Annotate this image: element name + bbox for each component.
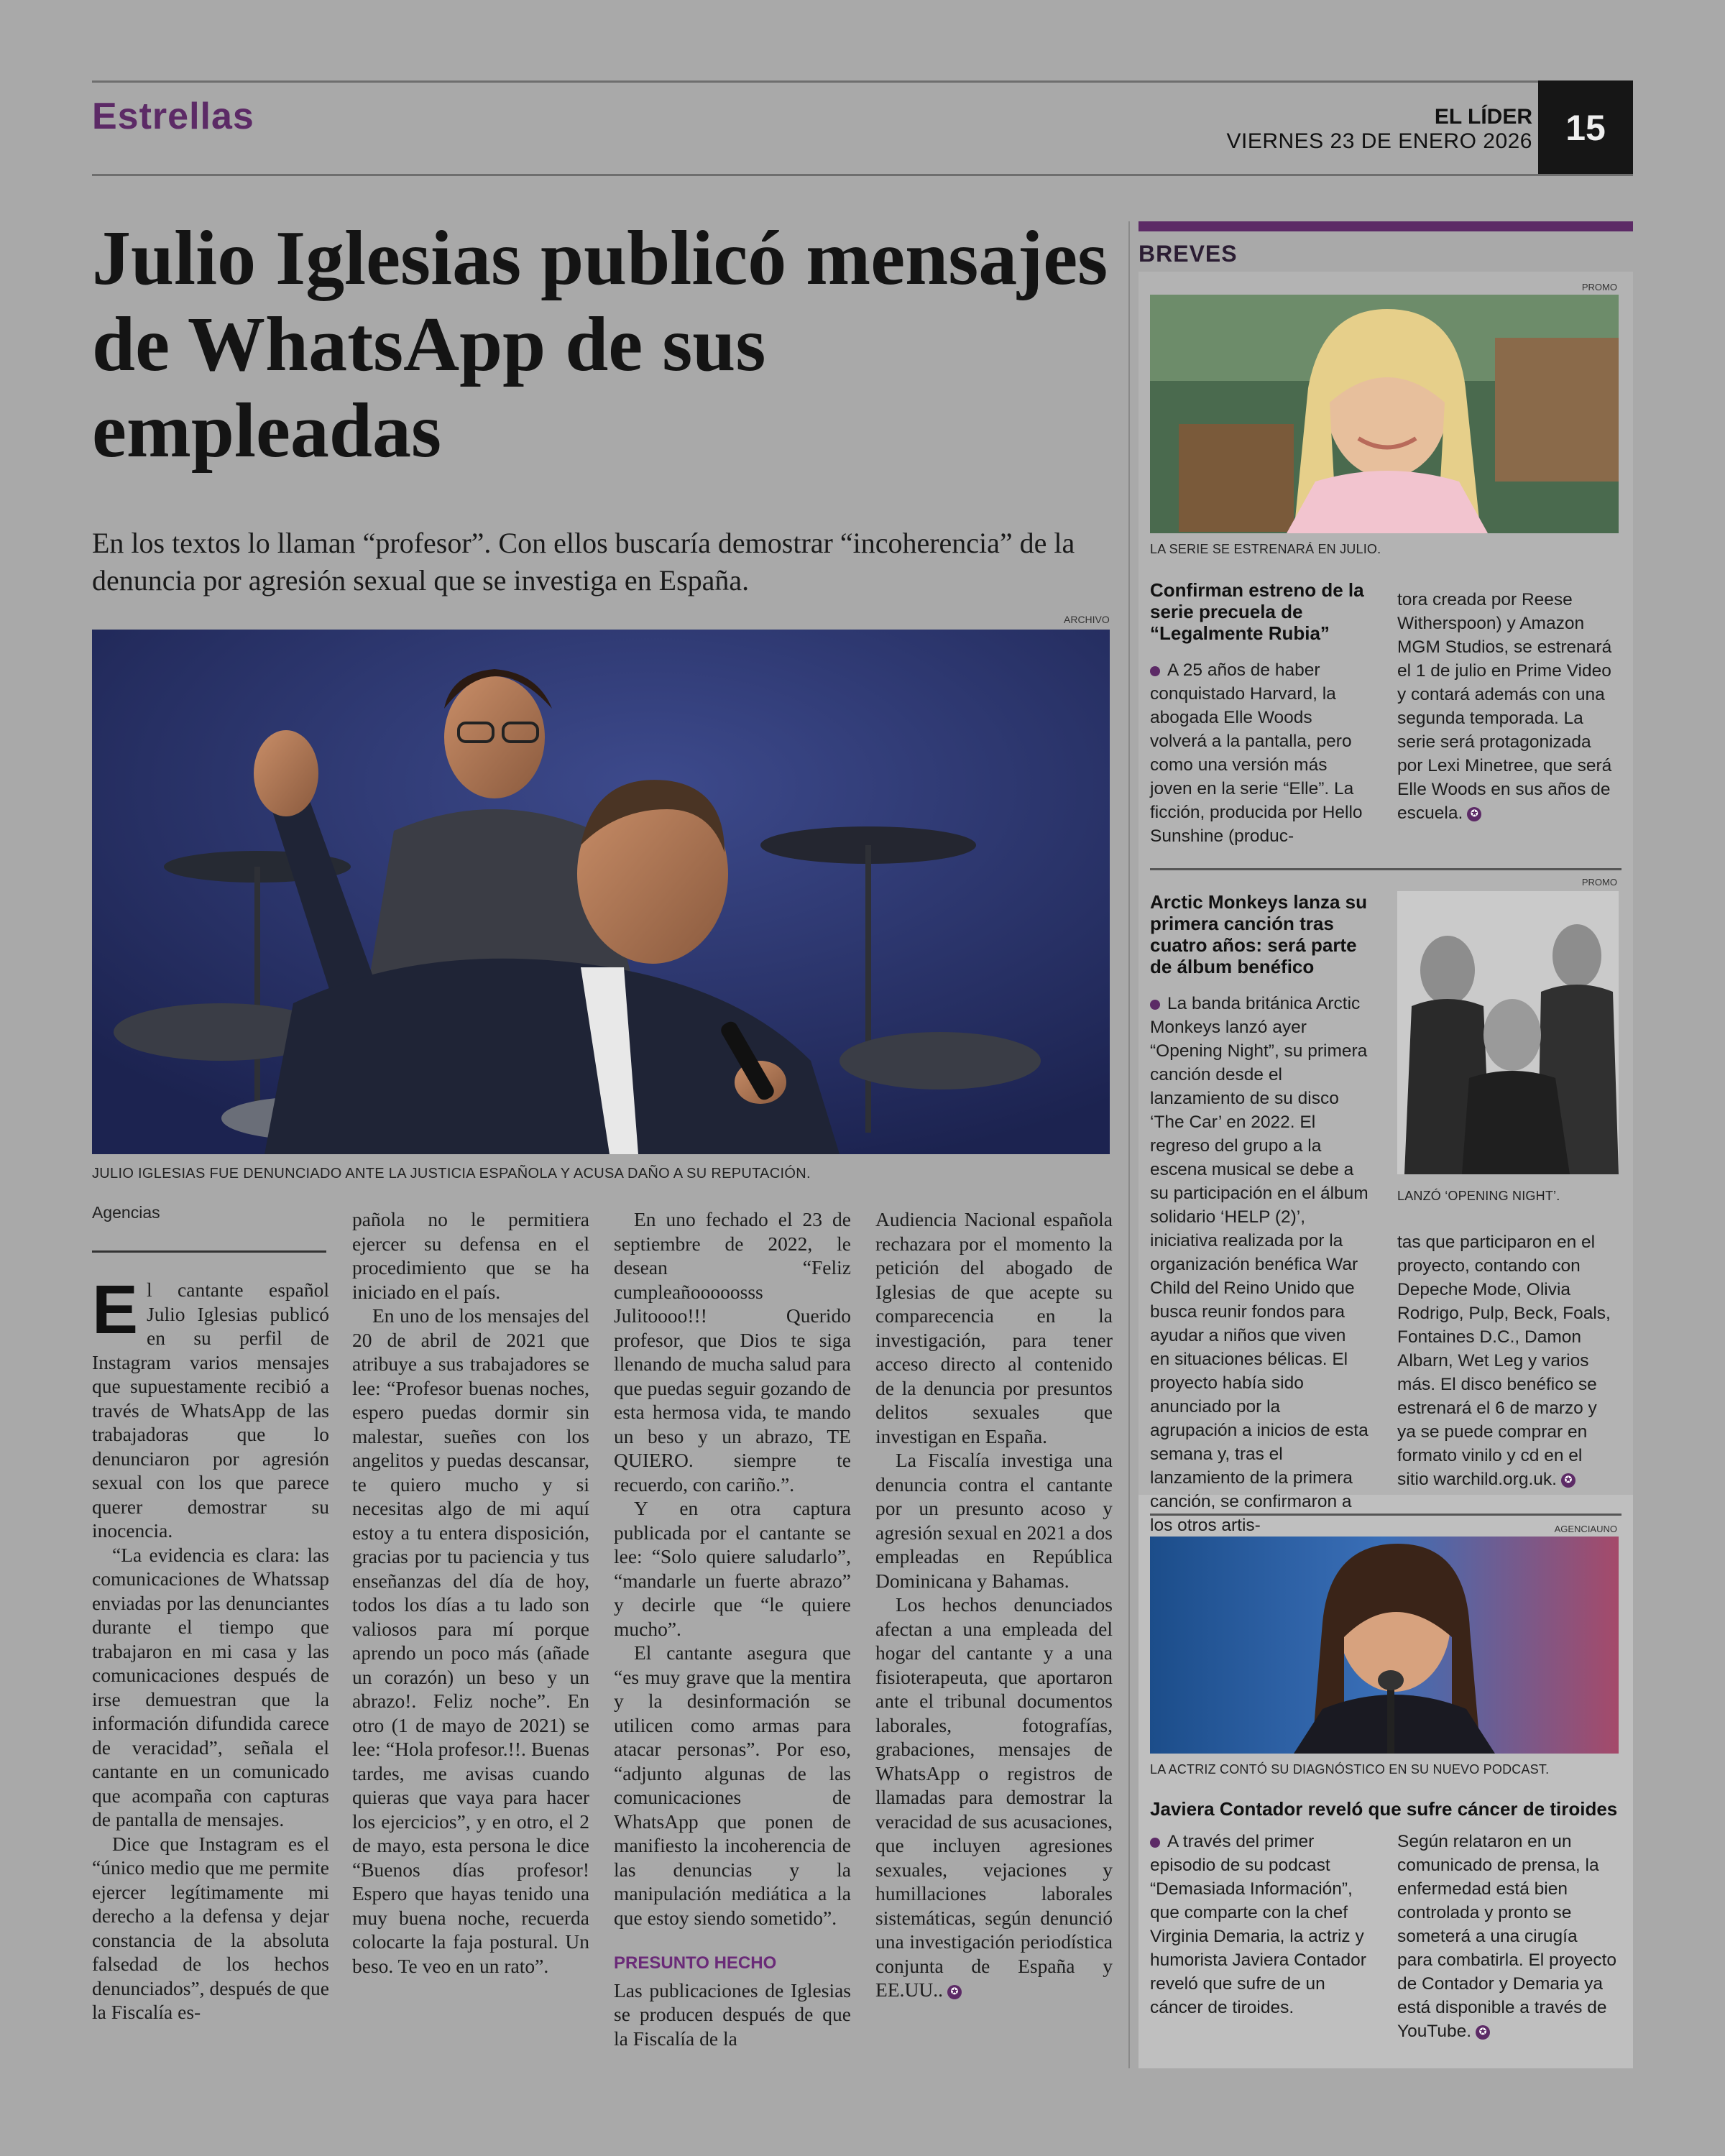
deck: En los textos lo llaman “profesor”. Con ellos buscaría demostrar “incoherencia” de la denuncia por agresión sexual que se investiga en España. [92, 527, 1075, 596]
issue-date: VIERNES 23 DE ENERO 2026 [1226, 129, 1532, 153]
article-column-1 [92, 1271, 329, 2024]
item1-caption: LA SERIE SE ESTRENARÁ EN JULIO. [1150, 542, 1381, 556]
sidebar-title: BREVES [1138, 241, 1238, 267]
paragraph: En uno fechado el 23 de septiembre de 2022, le desean “Feliz cumpleañooooosss Julitoooo!!! Querido profesor, que Dios te siga llenando de mucha salud para que puedas seguir gozando de esta hermosa vida, te mando un beso y un abrazo, TE QUIERO. siempre te recuerdo, con cariño.”. [614, 1208, 851, 1496]
paragraph: El cantante español Julio Iglesias publicó en su perfil de Instagram varios mensajes que supuestamente recibió a través de WhatsApp de las trabajadoras que lo denunciaron por agresión sexual con los que parece querer demostrar su inocencia. [92, 1271, 329, 1542]
paragraph: “La evidencia es clara: las comunicaciones de Whatssap enviadas por las denunciantes durante el tiempo que trabajaron en mi casa y las comunicaciones después de irse demuestran que la información difundida carece de veracidad”, señala el cantante en un comunicado que acompaña con capturas de pantalla de mensajes. [92, 1543, 329, 1830]
item3-credit: AGENCIAUNO [1554, 1524, 1617, 1534]
item1-headline: Confirman estreno de la serie precuela de “Legalmente Rubia” [1150, 579, 1364, 644]
item2-photo [1397, 891, 1619, 1174]
photo-credit: ARCHIVO [1064, 614, 1110, 625]
photo-caption: JULIO IGLESIAS FUE DENUNCIADO ANTE LA JUSTICIA ESPAÑOLA Y ACUSA DAÑO A SU REPUTACIÓN. [92, 1166, 811, 1181]
end-star-icon: ✪ [947, 1985, 962, 1999]
bullet-icon [1150, 666, 1160, 676]
masthead [1226, 105, 1532, 154]
main-photo [92, 630, 1110, 1154]
item2-headline: Arctic Monkeys lanza su primera canción tras cuatro años: será parte de álbum benéfico [1150, 891, 1367, 977]
item1-text-a: A 25 años de haber conquistado Harvard, la abogada Elle Woods volverá a la pantalla, pero como una versión más joven en la serie “Elle”. La ficción, producida por Hello Sunshine (produc- [1150, 660, 1363, 846]
byline: Agencias [92, 1203, 160, 1222]
end-star-icon: ✪ [1476, 2025, 1490, 2040]
paragraph: En uno de los mensajes del 20 de abril de 2021 que atribuye a sus trabajadores se lee: “Profesor buenas noches, espero puedas dormir sin malestar, sueñes con los angelitos y puedas descansar, te quiero mucho y si necesitas algo de mi aquí estoy a tu entera disposición, gracias por tu paciencia y tus enseñanzas del día de hoy, todos los días a tu lado son valiosos para mí porque aprendo un poco más (añade un corazón) un beso y un abrazo!. Feliz noche”. En otro (1 de mayo de 2021) se lee: “Hola profesor.!!. Buenas tardes, me avisas cuando quieras que vaya para hacer los ejercicios”, y en otro, el 2 de mayo, esta persona le dice “Buenos días profesor! Espero que hayas tenido una muy buena noche, recuerda colocarte la faja postural. Un beso. Te veo en un rato”. [352, 1304, 589, 1977]
item3-headline: Javiera Contador reveló que sufre cáncer de tiroides [1150, 1798, 1618, 1820]
item1-photo [1150, 295, 1619, 533]
header-bottom-rule [92, 174, 1633, 176]
sidebar-rule [1150, 868, 1622, 870]
sidebar-divider [1128, 221, 1130, 2068]
paragraph: Dice que Instagram es el “único medio que me permite ejercer legítimamente mi derecho a la defensa y dejar constancia de la absoluta falsedad de los hechos denunciados”, después de que la Fiscalía es- [92, 1832, 329, 2023]
paper-name: EL LÍDER [1434, 105, 1532, 129]
item3-text-a: A través del primer episodio de su podcast “Demasiada Información”, que comparte con la chef Virginia Demaria, la actriz y humorista Javiera Contador reveló que sufre de un cáncer de tiroides. [1150, 1832, 1366, 2017]
paragraph: pañola no le permitiera ejercer su defensa en el procedimiento que se ha iniciado en el país. [352, 1208, 589, 1303]
item1-credit: PROMO [1581, 282, 1617, 292]
bullet-icon [1150, 1838, 1160, 1848]
article-column-3 [614, 1207, 851, 2050]
paragraph: Los hechos denunciados afectan a una empleada del hogar del cantante y a una fisioterapeuta, que aportaron ante el tribunal documentos laborales, fotografías, grabaciones, mensajes de WhatsApp o registros de llamadas para demostrar la veracidad de sus acusaciones, que incluyen agresiones sexuales, vejaciones y humillaciones laborales sistemáticas, según denunció una investigación periodística conjunta de España y EE.UU.. ✪ [875, 1593, 1113, 2001]
page-number: 15 [1538, 80, 1633, 175]
item3-text-b: Según relataron en un comunicado de prensa, la enfermedad está bien controlada y pronto se someterá a una cirugía para combatirla. El proyecto de Contador y Demaria ya está disponible a través de YouTube. ✪ [1397, 1832, 1617, 2041]
item2-text-b: tas que participaron en el proyecto, contando con Depeche Mode, Olivia Rodrigo, Pulp, Beck, Foals, Fontaines D.C., Damon Albarn, Wet Leg y varios más. El disco benéfico se estrenará el 6 de marzo y ya se puede comprar en formato vinilo y cd en el sitio warchild.org.uk. ✪ [1397, 1233, 1611, 1489]
item3-photo [1150, 1537, 1619, 1754]
article-column-4 [875, 1207, 1113, 2002]
headline: Julio Iglesias publicó mensajes de WhatsApp de sus empleadas [92, 216, 1108, 474]
top-rule [92, 80, 1633, 83]
byline-rule [92, 1250, 326, 1253]
end-star-icon: ✪ [1561, 1473, 1576, 1488]
article-column-2 [352, 1207, 589, 1978]
section-name: Estrellas [92, 96, 254, 137]
subhead: PRESUNTO HECHO [614, 1953, 777, 1973]
item3-caption: LA ACTRIZ CONTÓ SU DIAGNÓSTICO EN SU NUEVO PODCAST. [1150, 1762, 1550, 1777]
paragraph: La Fiscalía investiga una denuncia contra el cantante por un presunto acoso y agresión sexual en 2021 a dos empleadas en República Dominicana y Bahamas. [875, 1449, 1113, 1592]
sidebar-accent-bar [1138, 221, 1633, 231]
bullet-icon [1150, 1000, 1160, 1010]
dropcap: E [92, 1271, 139, 1348]
item2-caption: LANZÓ ‘OPENING NIGHT’. [1397, 1189, 1560, 1203]
paragraph: El cantante asegura que “es muy grave que la mentira y la desinformación se utilicen como armas para atacar personas”. Por eso, “adjunto algunas de las comunicaciones de WhatsApp que ponen de manifiesto la incoherencia de las denuncias y la manipulación mediática a la que estoy siendo sometido”. [614, 1641, 851, 1929]
sidebar-rule [1150, 1514, 1622, 1516]
paragraph: Y en otra captura publicada por el cantante se lee: “Solo quiere saludarlo”, “mandarle un fuerte abrazo” y decirle que “le quiere mucho”. [614, 1497, 851, 1640]
item2-text-a: La banda británica Arctic Monkeys lanzó ayer “Opening Night”, su primera canción desde el lanzamiento de su disco ‘The Car’ en 2022. El regreso del grupo a la escena musical se debe a su participación en el álbum solidario ‘HELP (2)’, iniciativa realizada por la organización benéfica War Child del Reino Unido que busca reunir fondos para ayudar a niños que viven en situaciones bélicas. El proyecto había sido anunciado por la agrupación a inicios de esta semana y, tras el lanzamiento de la primera canción, se confirmaron a los otros artis- [1150, 994, 1368, 1535]
item2-credit: PROMO [1581, 877, 1617, 888]
paragraph: Las publicaciones de Iglesias se producen después de que la Fiscalía de la [614, 1978, 851, 2050]
paragraph: Audiencia Nacional española rechazara por el momento la petición del abogado de Iglesias de que acepte su comparecencia en la investigación, para tener acceso directo al contenido de la denuncia por presuntos delitos sexuales que investigan en España. [875, 1208, 1113, 1447]
item1-text-b: tora creada por Reese Witherspoon) y Amazon MGM Studios, se estrenará el 1 de julio en Prime Video y contará además con una segunda temporada. La serie será protagonizada por Lexi Minetree, que será Elle Woods en sus años de escuela. ✪ [1397, 590, 1612, 823]
end-star-icon: ✪ [1467, 807, 1481, 821]
